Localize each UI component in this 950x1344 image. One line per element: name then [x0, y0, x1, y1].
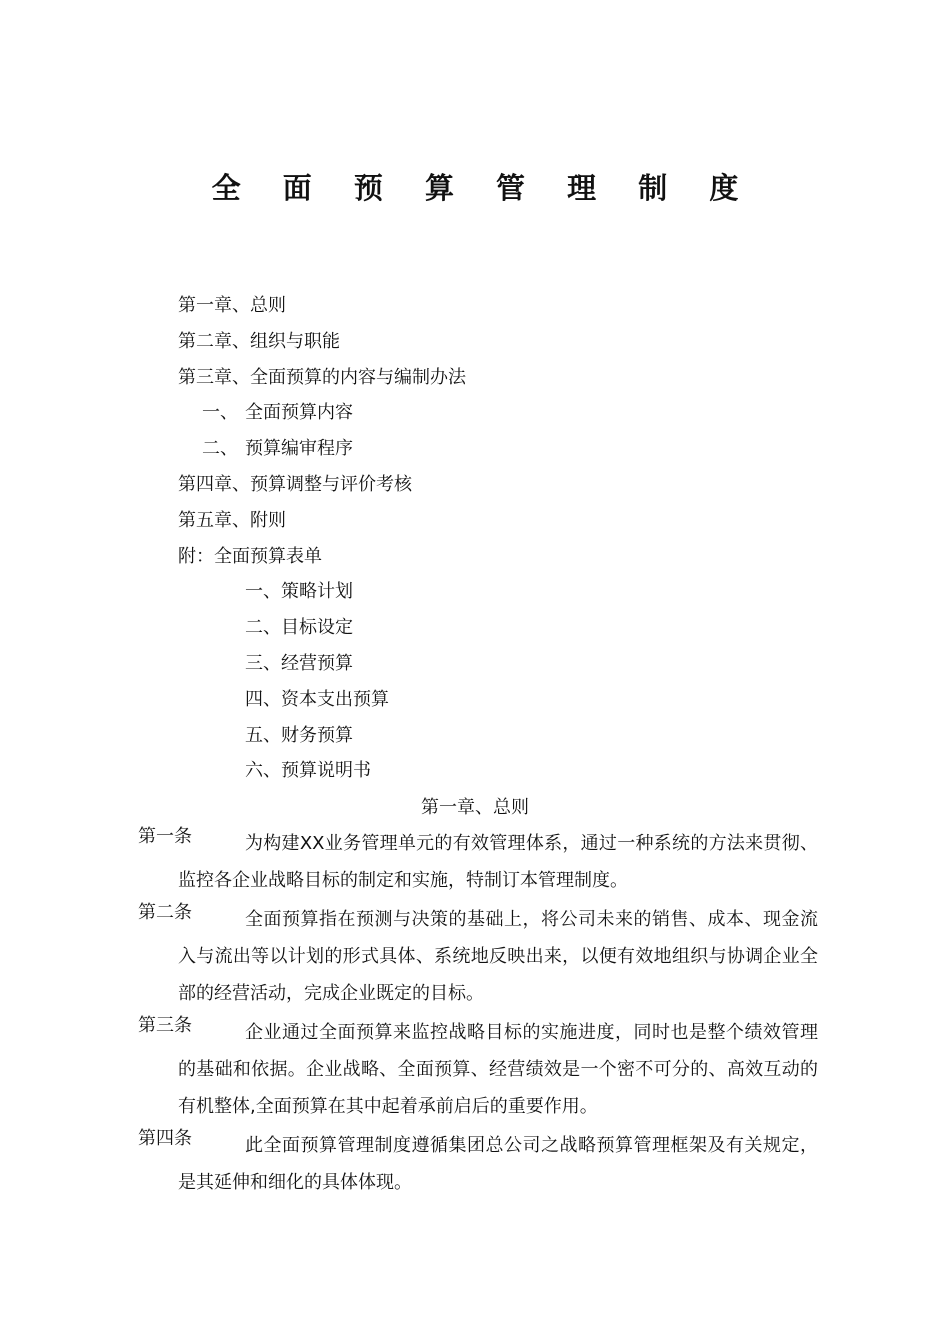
- article: [138, 825, 818, 899]
- toc-item: [178, 759, 466, 795]
- toc-item-label: 预算编审程序: [245, 438, 353, 460]
- toc-item: [178, 616, 466, 652]
- toc-item: [178, 294, 466, 330]
- toc-item: [178, 509, 466, 545]
- article-label: 第三条: [138, 1015, 192, 1036]
- toc-item: [178, 437, 466, 473]
- article: [138, 901, 818, 1012]
- article: [138, 1014, 818, 1125]
- toc-item: [178, 330, 466, 366]
- toc-item-label: 一、策略计划: [245, 581, 353, 603]
- toc-item: [178, 652, 466, 688]
- toc-item: [178, 580, 466, 616]
- toc-item-label: 四、资本支出预算: [245, 688, 389, 710]
- toc-item-label: 第五章、附则: [178, 509, 286, 531]
- article-label: 第四条: [138, 1128, 192, 1149]
- toc-item: [178, 688, 466, 724]
- toc-item: [178, 545, 466, 581]
- article-text: 全面预算指在预测与决策的基础上，将公司未来的销售、成本、现金流入与流出等以计划的形式具体、系统地反映出来，以便有效地组织与协调企业全部的经营活动，完成企业既定的目标。: [178, 909, 818, 1004]
- document-title: 全 面 预 算 管 理 制 度: [211, 171, 755, 205]
- toc-item-label: 第三章、全面预算的内容与编制办法: [178, 366, 466, 388]
- toc-item-label: 第一章、总则: [178, 295, 286, 316]
- toc-item-label: 二、目标设定: [245, 617, 353, 639]
- article-list: [138, 826, 818, 1210]
- article-label: 第二条: [138, 902, 192, 923]
- toc-item-number: 二、: [202, 438, 238, 460]
- chapter-heading: 第一章、总则: [421, 797, 529, 818]
- toc-item-label: 全面预算内容: [245, 402, 353, 424]
- toc-item-label: 五、财务预算: [245, 724, 353, 746]
- toc-item: [178, 366, 466, 402]
- toc-item: [178, 473, 466, 509]
- toc-item-number: 一、: [202, 402, 238, 424]
- toc-item-label: 六、预算说明书: [245, 760, 371, 782]
- article: [138, 1127, 818, 1201]
- toc-item: [178, 724, 466, 760]
- article-label: 第一条: [138, 826, 192, 847]
- toc-item: [178, 401, 466, 437]
- toc-item-label: 附：全面预算表单: [178, 545, 322, 567]
- article-text: 为构建XX业务管理单元的有效管理体系，通过一种系统的方法来贯彻、监控各企业战略目标的制定和实施，特制订本管理制度。: [178, 833, 818, 891]
- toc-item-label: 三、经营预算: [245, 652, 353, 674]
- toc-item-label: 第二章、组织与职能: [178, 330, 340, 352]
- toc-item-label: 第四章、预算调整与评价考核: [178, 473, 412, 495]
- article-text: 此全面预算管理制度遵循集团总公司之战略预算管理框架及有关规定，是其延伸和细化的具体体现。: [178, 1135, 818, 1193]
- table-of-contents: [178, 294, 466, 795]
- article-text: 企业通过全面预算来监控战略目标的实施进度，同时也是整个绩效管理的基础和依据。企业战略、全面预算、经营绩效是一个密不可分的、高效互动的有机整体,全面预算在其中起着承前启后的重要作用。: [178, 1022, 818, 1117]
